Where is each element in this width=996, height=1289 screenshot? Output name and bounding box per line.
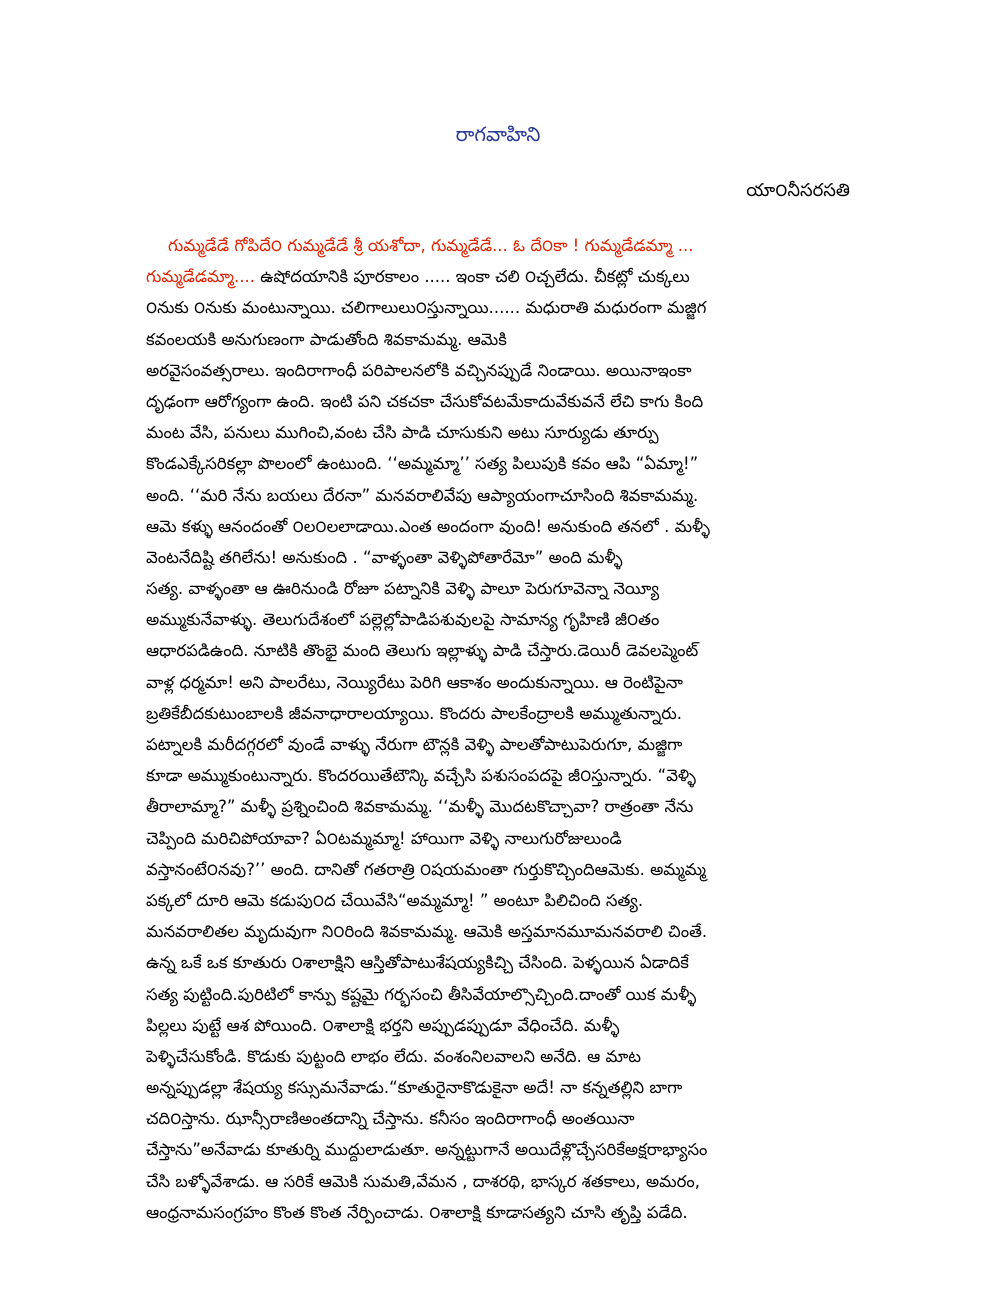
text-run: పిల్లలు పుట్టే ఆశ పోయింది. ౦శాలాక్షి భర్తని అప్పుడప్పుడూ వేధించేది. మళ్ళీ (146, 1015, 620, 1035)
text-line (146, 854, 854, 885)
text-line (146, 760, 854, 791)
text-line (146, 1134, 854, 1165)
text-run: సత్య పుట్టింది.పురిటిలో కాన్పు కష్టమై గర్భసంచి తీసివేయాల్సొచ్చింది.దాంతో యిక మళ్ళీ (146, 984, 697, 1004)
text-run: ఉన్న ఒకే ఒక కూతురు ౦శాలాక్షిని ఆస్తితోపాటుశేషయ్యకిచ్చి చేసింది. పెళ్ళయిన ఏడాదికే (146, 953, 689, 973)
text-line (146, 1166, 854, 1197)
text-line (146, 791, 854, 822)
text-run: గుమ్మడేడే గోపిదే౦ గుమ్మడేడే శ్రీ యశోదా, గుమ్మడేడే... ఓ దే౦కా ! గుమ్మడేడమ్మా ... (168, 236, 694, 255)
text-line (146, 1072, 854, 1103)
text-run: కొండఎక్కేసరికల్లా పొలంలో ఉంటుంది. ‘‘అమ్మమ్మా’’ సత్య పిలుపుకి కవం ఆపి “ఏమ్మా!” (146, 454, 699, 474)
text-run: చేస్తాను”అనేవాడు కూతుర్ని ముద్దులాడుతూ. అన్నట్టుగానే అయిదేళ్లొచ్చేసరికేఅక్షరాభ్యాసం (146, 1140, 708, 1160)
text-line (146, 292, 854, 323)
text-run: ఆంధ్రనామసంగ్రహం కొంత కొంత నేర్పించాడు. ౦శాలాక్షి కూడాసత్యని చూసి తృప్తి పడేది. (146, 1202, 688, 1222)
text-line (146, 823, 854, 854)
text-run: అమ్ముకునేవాళ్ళు. తెలుగుదేశంలో పల్లెల్లోపాడిపశువులపై సామాన్య గృహిణి జీ౦తం (146, 610, 660, 630)
text-run: సత్య. వాళ్ళంతా ఆ ఊరినుండి రోజూ పట్నానికి వెళ్ళి పాలూ పెరుగూవెన్నా నెయ్యీ (146, 579, 659, 599)
text-run: చేసి బళ్ళోవేశాడు. ఆ సరికే ఆమెకి సుమతి,వేమన , దాశరథి, భాస్కర శతకాలు, అమరం, (146, 1171, 700, 1191)
text-line (146, 885, 854, 916)
text-line (146, 979, 854, 1010)
text-run: దృఢంగా ఆరోగ్యంగా ఉంది. ఇంటి పని చకచకా చేసుకోవటమేకాదువేకువనే లేచి కాగు కింది (146, 391, 704, 411)
text-line (146, 667, 854, 698)
text-run: పక్కలో దూరి ఆమె కడుపు౦ద చేయివేసి“అమ్మమ్మా! ” అంటూ పిలిచింది సత్య. (146, 890, 644, 910)
text-run: మంట వేసి, పనులు ముగించి,వంట చేసి పాడి చూసుకుని అటు సూర్యుడు తూర్పు (146, 423, 659, 443)
text-run: ౦నుకు ౦నుకు మంటున్నాయి. చలిగాలులు౦స్తున్నాయి...... మధురాతి మధురంగా మజ్జిగ (146, 298, 707, 318)
text-run: వెంటనేదిష్టి తగిలేను! అనుకుంది . “వాళ్ళంతా వెళ్ళిపోతారేమో” అంది మళ్ళీ (146, 547, 623, 567)
text-line (146, 417, 854, 448)
text-run: మనవరాలితల మృదువుగా ని౦రింది శివకామమ్మ. ఆమెకి అస్తమానమూమనవరాలి చింతే. (146, 922, 708, 942)
document-title: రాగవాహిని (455, 122, 541, 146)
text-line (146, 448, 854, 479)
text-line (146, 1103, 854, 1134)
text-run: పెళ్ళిచేసుకోండి. కొడుకు పుట్టంది లాభం లేదు. వంశంనిలవాలని అనేది. ఆ మాట (146, 1046, 641, 1066)
text-run: ఆమె కళ్ళు ఆనందంతో ౦ల౦లలాడాయి.ఎంత అందంగా వుంది! అనుకుంది తనలో . మళ్ళీ (146, 516, 711, 536)
author-name: యా౦నీసరసతి (746, 180, 850, 201)
text-line (146, 1041, 854, 1072)
text-line (146, 635, 854, 666)
text-line (146, 480, 854, 511)
text-line (146, 947, 854, 978)
text-run: కవంలయకి అనుగుణంగా పాడుతోంది శివకామమ్మ. ఆమెకి (146, 329, 507, 349)
text-line (146, 916, 854, 947)
text-run: అంది. ‘‘మరి నేను బయలు దేరనా” మనవరాలివేపు ఆప్యాయంగాచూసింది శివకామమ్మ. (146, 485, 699, 505)
text-run: గుమ్మడేడమ్మా.... (146, 267, 256, 287)
text-run: అన్నప్పుడల్లా శేషయ్య కస్సుమనేవాడు.“కూతురైనాకొడుకైనా అదే! నా కన్నతల్లిని బాగా (146, 1078, 683, 1098)
text-line (146, 261, 854, 292)
text-line (146, 324, 854, 355)
text-line (146, 1197, 854, 1228)
text-line (146, 542, 854, 573)
text-line (146, 604, 854, 635)
text-run: వస్తానంటే౦నవు?’’ అంది. దానితో గతరాత్రి ౦షయమంతా గుర్తుకొచ్చిందిఆమెకు. అమ్మమ్మ (146, 859, 706, 879)
text-run: ఆధారపడిఉంది. నూటికి తొంభై మంది తెలుగు ఇల్లాళ్ళు పాడి చేస్తారు.డెయిరీ డెవలప్మెంట్ (146, 641, 699, 661)
text-run: వాళ్ల ధర్మమా! అని పాలరేటు, నెయ్యిరేటు పెరిగి ఆకాశం అందుకున్నాయి. ఆ రెంటిపైనా (146, 672, 683, 692)
text-line (146, 230, 854, 261)
text-line (146, 573, 854, 604)
text-line (146, 511, 854, 542)
text-line (146, 386, 854, 417)
text-run: అరవైసంవత్సరాలు. ఇందిరాగాంధీ పరిపాలనలోకి వచ్చినప్పుడే నిండాయి. అయినాఇంకా (146, 360, 692, 380)
text-line (146, 1010, 854, 1041)
text-run: తీరాలామ్మా?” మళ్ళీ ప్రశ్నించింది శివకామమ్మ. ‘‘మళ్ళీ మొదటకొచ్చావా? రాత్రంతా నేను (146, 797, 694, 817)
text-run: చది౦స్తాను. ఝాన్సీరాణిఅంతదాన్ని చేస్తాను. కనీసం ఇందిరాగాంధీ అంతయినా (146, 1109, 635, 1129)
text-line (146, 729, 854, 760)
text-run: చెప్పింది మరిచిపోయావా? ఏ౦టమ్మమ్మా! హాయిగా వెళ్ళి నాలుగురోజులుండి (146, 828, 622, 848)
text-line (146, 355, 854, 386)
text-run: ఉషోదయానికి పూరకాలం ..... ఇంకా చలి ౦చ్చలేదు. చీకట్లో చుక్కలు (255, 267, 690, 287)
story-body (146, 230, 854, 1228)
text-run: కూడా అమ్ముకుంటున్నారు. కొందరయితేటౌన్కి వచ్చేసి పశుసంపదపై జీ౦స్తున్నారు. “వెళ్ళి (146, 766, 697, 786)
text-run: పట్నాలకి మరీదగ్గరలో వుండే వాళ్ళు నేరుగా టౌన్లకి వెళ్ళి పాలతోపాటుపెరుగూ, మజ్జిగా (146, 735, 683, 754)
text-run: బ్రతికేబీదకుటుంబాలకి జీవనాధారాలయ్యాయి. కొందరు పాలకేంద్రాలకి అమ్ముతున్నారు. (146, 703, 682, 723)
text-line (146, 698, 854, 729)
